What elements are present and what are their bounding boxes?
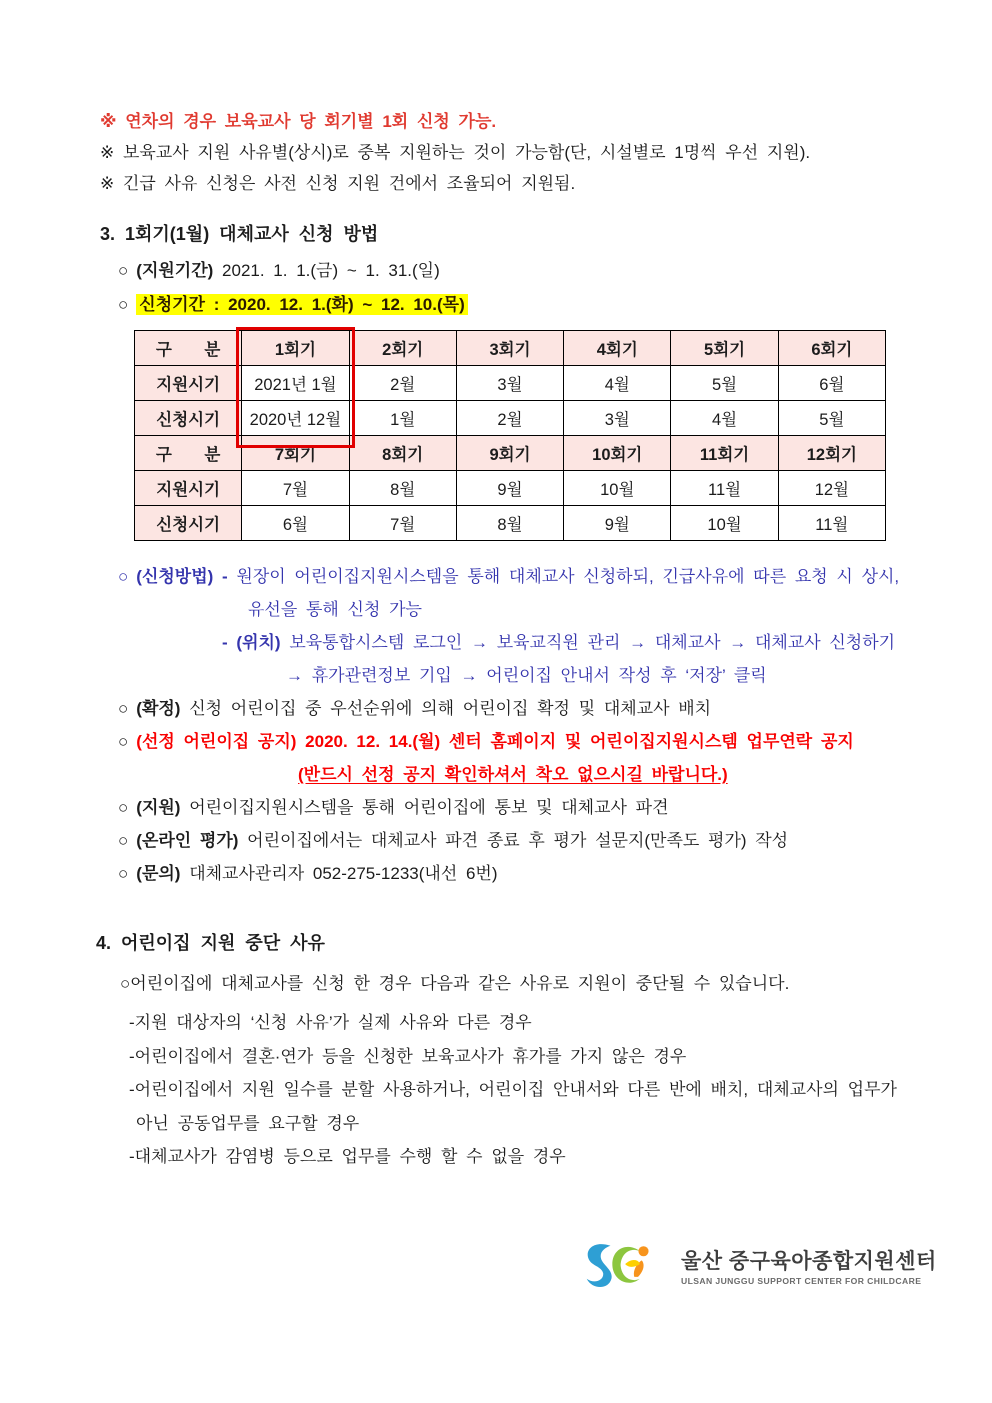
bullet-circle-icon: ○ xyxy=(118,864,129,883)
notice-sub-line xyxy=(118,758,918,791)
method-text1: 원장이 어린이집지원시스템을 통해 대체교사 신청하되, 긴급사유에 따른 요청 시 상시, xyxy=(236,567,900,586)
notice-sub-text: (반드시 선정 공지 확인하셔서 착오 없으시길 바랍니다.) xyxy=(298,765,728,784)
table-cell: 7회기 xyxy=(242,436,349,471)
location-line2: → 휴가관련정보 기입 → 어린이집 안내서 작성 후 ‘저장’ 클릭 xyxy=(286,666,767,685)
table-cell: 11월 xyxy=(671,471,778,506)
section3-heading: 3. 1회기(1월) 대체교사 신청 방법 xyxy=(100,224,379,244)
table-row xyxy=(135,471,886,506)
stop-reason-item: -지원 대상자의 ‘신청 사유’가 실제 사유와 다른 경우 xyxy=(129,1013,532,1032)
center-logo-icon xyxy=(583,1236,671,1294)
bullet-circle-icon: ○ xyxy=(118,295,129,314)
section3-periods xyxy=(118,254,468,322)
apply-period-highlight: 신청기간 : 2020. 12. 1.(화) ~ 12. 10.(목) xyxy=(136,294,467,315)
table-cell: 9회기 xyxy=(456,436,563,471)
table-cell: 6월 xyxy=(778,366,885,401)
table-cell: 2회기 xyxy=(349,331,456,366)
row-label-cell: 신청시기 xyxy=(135,506,242,541)
table-cell: 9월 xyxy=(456,471,563,506)
dispatch-label: (지원) xyxy=(136,798,181,817)
section4-intro: ○어린이집에 대체교사를 신청 한 경우 다음과 같은 사유로 지원이 중단될 수 있습니다. xyxy=(120,974,790,993)
table-cell: 11월 xyxy=(778,506,885,541)
bullet-circle-icon: ○ xyxy=(118,261,129,280)
table-cell: 4월 xyxy=(564,366,671,401)
table-cell: 7월 xyxy=(349,506,456,541)
table-cell: 5월 xyxy=(778,401,885,436)
stop-reason-item: -어린이집에서 결혼·연가 등을 신청한 보육교사가 휴가를 가지 않은 경우 xyxy=(129,1046,687,1066)
support-period-label: (지원기간) xyxy=(136,261,214,280)
section4-heading: 4. 어린이집 지원 중단 사유 xyxy=(96,933,325,953)
table-cell: 10월 xyxy=(564,471,671,506)
method-line2: 유선을 통해 신청 가능 xyxy=(248,600,422,619)
table-cell: 12회기 xyxy=(778,436,885,471)
row-label-cell: 지원시기 xyxy=(135,366,242,401)
confirm-text: 신청 어린이집 중 우선순위에 의해 어린이집 확정 및 대체교사 배치 xyxy=(189,699,712,718)
location-line1 xyxy=(118,626,918,659)
eval-text: 어린이집에서는 대체교사 파견 종료 후 평가 설문지(만족도 평가) 작성 xyxy=(247,831,789,850)
table-row xyxy=(135,401,886,436)
schedule-table-body xyxy=(135,331,886,541)
table-row xyxy=(135,331,886,366)
table-cell: 2020년 12월 xyxy=(242,401,349,436)
contact-line xyxy=(118,857,918,890)
table-cell: 2월 xyxy=(456,401,563,436)
table-row xyxy=(135,366,886,401)
contact-label: (문의) xyxy=(136,864,181,883)
location-prefix: - xyxy=(222,633,228,652)
stop-reason-item: -어린이집에서 지원 일수를 분할 사용하거나, 어린이집 안내서와 다른 반에 배치, 대체교사의 업무가 xyxy=(129,1080,897,1099)
bullet-circle-icon: ○ xyxy=(118,831,129,850)
table-cell: 3월 xyxy=(456,366,563,401)
table-cell: 6회기 xyxy=(778,331,885,366)
notice-line xyxy=(118,725,918,758)
table-row xyxy=(135,506,886,541)
stop-reason-item: 아닌 공동업무를 요구할 경우 xyxy=(136,1113,360,1133)
support-period-value: 2021. 1. 1.(금) ~ 1. 31.(일) xyxy=(222,261,440,280)
table-cell: 5월 xyxy=(671,366,778,401)
row-label-cell: 구 분 xyxy=(135,436,242,471)
bullet-circle-icon: ○ xyxy=(118,798,129,817)
note-urgent-reason: ※ 긴급 사유 신청은 사전 신청 지원 건에서 조율되어 지원됨. xyxy=(100,174,576,193)
method-label: (신청방법) - xyxy=(136,567,228,586)
apply-period-line xyxy=(118,288,468,322)
notice-text: 2020. 12. 14.(월) 센터 홈페이지 및 어린이집지원시스템 업무연락 공지 xyxy=(305,732,854,751)
center-name-english: ULSAN JUNGGU SUPPORT CENTER FOR CHILDCARE xyxy=(681,1275,922,1286)
eval-line xyxy=(118,824,918,857)
contact-text: 대체교사관리자 052-275-1233(내선 6번) xyxy=(189,864,498,883)
location-text: 보육통합시스템 로그인 → 보육교직원 관리 → 대체교사 → 대체교사 신청하기 xyxy=(289,633,896,652)
footer-logo xyxy=(583,1236,937,1294)
table-cell: 1월 xyxy=(349,401,456,436)
table-cell: 10월 xyxy=(671,506,778,541)
table-cell: 5회기 xyxy=(671,331,778,366)
method-line1 xyxy=(118,560,918,593)
schedule-table-wrap xyxy=(134,330,886,541)
table-cell: 6월 xyxy=(242,506,349,541)
dispatch-text: 어린이집지원시스템을 통해 어린이집에 통보 및 대체교사 파견 xyxy=(189,798,669,817)
table-cell: 4회기 xyxy=(564,331,671,366)
note-duplicate-support: ※ 보육교사 지원 사유별(상시)로 중복 지원하는 것이 가능함(단, 시설별로 1명씩 우선 지원). xyxy=(100,143,811,162)
table-cell: 4월 xyxy=(671,401,778,436)
table-row xyxy=(135,436,886,471)
schedule-table xyxy=(134,330,886,541)
table-cell: 2021년 1월 xyxy=(242,366,349,401)
table-cell: 11회기 xyxy=(671,436,778,471)
table-cell: 2월 xyxy=(349,366,456,401)
eval-label: (온라인 평가) xyxy=(136,831,239,850)
row-label-cell: 신청시기 xyxy=(135,401,242,436)
table-cell: 10회기 xyxy=(564,436,671,471)
center-name-korean: 울산 중구육아종합지원센터 xyxy=(681,1249,937,1273)
table-cell: 8월 xyxy=(349,471,456,506)
top-notes xyxy=(100,106,910,199)
confirm-line xyxy=(118,692,918,725)
location-label: (위치) xyxy=(236,633,281,652)
row-label-cell: 지원시기 xyxy=(135,471,242,506)
table-cell: 12월 xyxy=(778,471,885,506)
note-annual-leave: ※ 연차의 경우 보육교사 당 회기별 1회 신청 가능. xyxy=(100,112,497,131)
table-cell: 7월 xyxy=(242,471,349,506)
bullet-circle-icon: ○ xyxy=(118,567,129,586)
bullet-circle-icon: ○ xyxy=(118,699,129,718)
table-cell: 8회기 xyxy=(349,436,456,471)
confirm-label: (확정) xyxy=(136,699,181,718)
stop-reason-item: -대체교사가 감염병 등으로 업무를 수행 할 수 없을 경우 xyxy=(129,1147,566,1166)
table-cell: 8월 xyxy=(456,506,563,541)
notice-label: (선정 어린이집 공지) xyxy=(136,732,297,751)
table-cell: 9월 xyxy=(564,506,671,541)
table-cell: 3회기 xyxy=(456,331,563,366)
table-cell: 1회기 xyxy=(242,331,349,366)
table-cell: 3월 xyxy=(564,401,671,436)
row-label-cell: 구 분 xyxy=(135,331,242,366)
support-period-line xyxy=(118,254,468,288)
dispatch-line xyxy=(118,791,918,824)
center-logo-text xyxy=(681,1245,937,1286)
section3-bullets xyxy=(118,560,918,890)
bullet-circle-icon: ○ xyxy=(118,732,129,751)
stop-reason-list xyxy=(129,1006,929,1174)
